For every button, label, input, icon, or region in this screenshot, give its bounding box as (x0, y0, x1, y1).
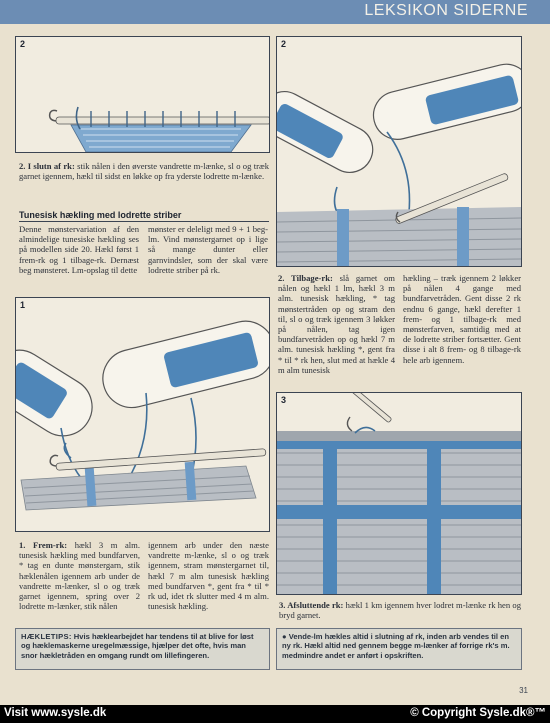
caption-forward-row-continued: igennem arb under den næste vandrette m-lænke, sl o og træk igennem, stram mønstergarnet til, hækl 7 m alm tunesisk hækling med bundfarven *, gent fra * til * rk ud, idet rk slutter med 4 m alm. tunesisk hækling. (148, 540, 269, 612)
caption-forward-row-body: hækl 3 m alm. tunesisk hækling med bundfarven, * tag en dunte mønstergarn, stik hæklenålen igennem arb under de vandrette m-lænker, sl o og træk garnet igennem, spring over 2 lodrette m-lænker, stik nålen (19, 540, 140, 612)
caption-finishing-row-heading: 3. Afsluttende rk: (279, 600, 344, 610)
caption-forward-row-heading: 1. Frem-rk: (19, 540, 68, 550)
forward-row-illustration (16, 298, 270, 532)
panel-top-left-illustration (15, 36, 270, 153)
caption-return-row-body: slå garnet om nålen og hækl 1 lm, hækl 3 m alm. tunesisk hækling, * tag mønstertråden op og stram den til, sl o og træk igennem 3 løkker på nålen, tag igen bundfarvetråden op og hækl 7 m alm. tunesisk hækling *, gent fra * til * rk hen, slut med at hækle 4 m alm tunesisk (278, 273, 395, 375)
page-number: 31 (519, 686, 528, 695)
caption-return-row (278, 273, 395, 375)
crochet-tip-body: Hvis hæklearbejdet har tendens til at blive for løst og hæklemaskerne uregelmæssige, hjælper det ofte, hvis man snor hækletråden en omgang rundt om lillefingeren. (21, 632, 254, 660)
footer-copyright: © Copyright Sysle.dk®™ (410, 707, 546, 719)
finishing-row-illustration (277, 393, 522, 595)
panel-bottom-right-illustration (276, 392, 522, 595)
caption-end-of-row-body: stik nålen i den øverste vandrette m-lænke, sl o og træk garnet igennem, hækl til sidst en løkke op fra yderste lodrette m-lænke. (19, 161, 269, 182)
panel-mid-left-illustration (15, 297, 270, 532)
section-title: Tunesisk hækling med lodrette striber (19, 210, 182, 220)
section-divider (19, 221, 269, 222)
return-row-illustration (277, 37, 522, 267)
caption-end-of-row (19, 161, 269, 181)
crochet-tip-heading: HÆKLETIPS: (21, 632, 72, 641)
caption-finishing-row (279, 600, 521, 620)
header-title: LEKSIKON SIDERNE (364, 2, 528, 19)
panel-top-right-illustration (276, 36, 522, 267)
caption-return-row-continued: hækling – træk igennem 2 løkker på nålen 4 gange med bundfarvetråden. Gent disse 2 rk endnu 6 gange, hækl derefter 1 frem- og 1 tilbage-rk med mønsterfarven, samtidig med at de lodrette striber fortsætter. Gent disse i alt 8 frem- og 8 tilbage-rk hele arb igennem. (403, 273, 521, 365)
caption-return-row-heading: 2. Tilbage-rk: (278, 273, 333, 283)
caption-finishing-row-body: hækl 1 km igennem hver lodret m-lænke rk hen og bryd garnet. (279, 600, 522, 621)
panel-number-label: 1 (20, 300, 26, 310)
header-bar (0, 0, 550, 24)
intro-column-2: mønster er deleligt med 9 + 1 beg-lm. Vind mønstergarnet op i lige så mange dunter eller garnvindsler, som der skal være lodrette striber på rk. (148, 224, 268, 275)
caption-forward-row (19, 540, 140, 611)
crochet-tip-box (15, 628, 270, 670)
footer-site-link[interactable]: Visit www.sysle.dk (4, 707, 107, 719)
panel-number-label: 2 (281, 39, 287, 49)
intro-column-1: Denne mønstervariation af den almindelige tunesiske hækling ses på modellen side 20. Hækl først 1 frem-rk og 1 tilbage-rk. Dernæst beg mønsteret. Lm-opslag til dette (19, 224, 139, 275)
panel-number-label: 2 (20, 39, 26, 49)
turning-chain-note-body: ● Vende-lm hækles altid i slutning af rk, inden arb vendes til en ny rk. Hækl altid ned gennem begge m-lænker af forrige rk's m. medmindre andet er anført i opskriften. (282, 632, 510, 660)
panel-number-label: 3 (281, 395, 287, 405)
crochet-end-of-row-illustration (16, 37, 270, 153)
caption-end-of-row-heading: 2. I slutn af rk: (19, 161, 75, 171)
footer-bar (0, 705, 550, 723)
turning-chain-note-box (276, 628, 522, 670)
